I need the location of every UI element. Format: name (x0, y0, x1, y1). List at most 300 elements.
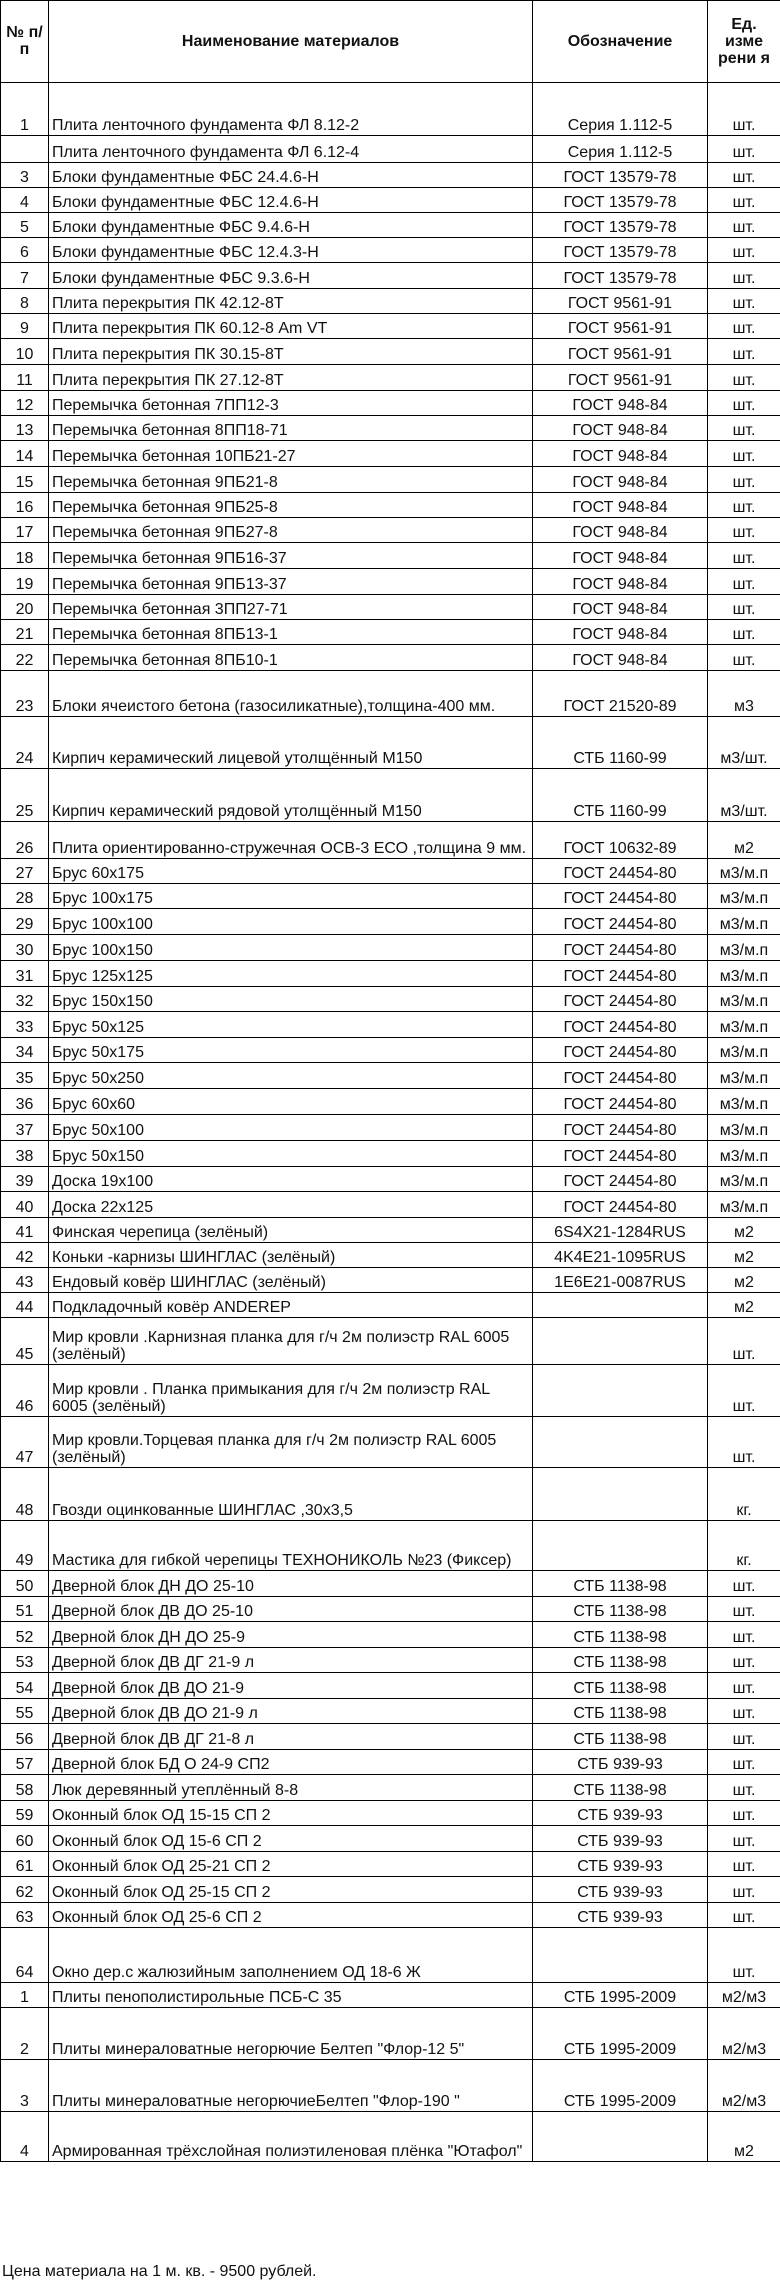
material-name: Кирпич керамический рядовой утолщённый М150 (49, 769, 533, 822)
table-row (1, 1167, 780, 1192)
unit-of-measure: шт. (708, 289, 780, 314)
material-name: Дверной блок ДВ ДО 25-10 (49, 1597, 533, 1622)
unit-of-measure: кг. (708, 1521, 780, 1571)
designation: ГОСТ 24454-80 (533, 1115, 708, 1141)
unit-of-measure: шт. (708, 1365, 780, 1417)
row-number: 4 (1, 2112, 49, 2162)
row-number: 3 (1, 2060, 49, 2112)
designation: ГОСТ 24454-80 (533, 935, 708, 961)
row-number (1, 136, 49, 163)
table-row (1, 1852, 780, 1877)
row-number: 28 (1, 884, 49, 909)
designation: ГОСТ 948-84 (533, 467, 708, 493)
material-name: Перемычка бетонная 8ПП18-71 (49, 416, 533, 441)
unit-of-measure: шт. (708, 518, 780, 543)
row-number: 12 (1, 391, 49, 416)
unit-of-measure: шт. (708, 467, 780, 493)
header-unit: Ед. изме рени я (708, 1, 780, 83)
table-row (1, 543, 780, 569)
unit-of-measure: м2/м3 (708, 2008, 780, 2060)
unit-of-measure: м2 (708, 2112, 780, 2162)
material-name: Перемычка бетонная 9ПБ21-8 (49, 467, 533, 493)
row-number: 18 (1, 543, 49, 569)
unit-of-measure: шт. (708, 1903, 780, 1928)
row-number: 39 (1, 1167, 49, 1192)
material-name: Оконный блок ОД 15-6 СП 2 (49, 1826, 533, 1852)
table-row (1, 1648, 780, 1673)
row-number: 46 (1, 1365, 49, 1417)
material-name: Мир кровли.Торцевая планка для г/ч 2м полиэстр RAL 6005 (зелёный) (49, 1417, 533, 1468)
row-number: 3 (1, 163, 49, 188)
row-number: 21 (1, 620, 49, 645)
unit-of-measure: шт. (708, 1928, 780, 1983)
table-row (1, 645, 780, 671)
row-number: 2 (1, 2008, 49, 2060)
designation: ГОСТ 24454-80 (533, 909, 708, 935)
table-row (1, 1417, 780, 1468)
table-row (1, 859, 780, 884)
material-name: Армированная трёхслойная полиэтиленовая плёнка "Ютафол" (49, 2112, 533, 2162)
table-row (1, 1775, 780, 1801)
row-number: 54 (1, 1673, 49, 1699)
material-name: Подкладочный ковёр ANDEREP (49, 1293, 533, 1318)
table-row (1, 935, 780, 961)
designation: 4K4E21-1095RUS (533, 1243, 708, 1268)
material-name: Брус 125х125 (49, 961, 533, 987)
material-name: Плита ориентированно-стружечная ОСВ-3 ЕСО ,толщина 9 мм. (49, 822, 533, 859)
material-name: Доска 19х100 (49, 1167, 533, 1192)
material-name: Ендовый ковёр ШИНГЛАС (зелёный) (49, 1268, 533, 1293)
row-number: 35 (1, 1063, 49, 1089)
unit-of-measure: шт. (708, 595, 780, 620)
table-row (1, 1622, 780, 1648)
row-number: 48 (1, 1468, 49, 1521)
material-name: Блоки фундаментные ФБС 12.4.3-Н (49, 238, 533, 263)
unit-of-measure: шт. (708, 1597, 780, 1622)
table-header-row (1, 1, 780, 83)
material-name: Брус 50х175 (49, 1038, 533, 1063)
unit-of-measure: м2/м3 (708, 1983, 780, 2008)
designation: ГОСТ 24454-80 (533, 1167, 708, 1192)
row-number: 13 (1, 416, 49, 441)
designation: ГОСТ 24454-80 (533, 961, 708, 987)
table-row (1, 1928, 780, 1983)
material-name: Брус 60х60 (49, 1089, 533, 1115)
table-row (1, 314, 780, 339)
unit-of-measure: шт. (708, 569, 780, 595)
table-row (1, 1012, 780, 1038)
table-row (1, 188, 780, 213)
material-name: Перемычка бетонная 7ПП12-3 (49, 391, 533, 416)
row-number: 43 (1, 1268, 49, 1293)
designation: ГОСТ 13579-78 (533, 188, 708, 213)
row-number: 7 (1, 263, 49, 289)
row-number: 40 (1, 1192, 49, 1218)
designation: ГОСТ 948-84 (533, 620, 708, 645)
row-number: 11 (1, 365, 49, 391)
designation (533, 1468, 708, 1521)
row-number: 64 (1, 1928, 49, 1983)
material-name: Перемычка бетонная 3ПП27-71 (49, 595, 533, 620)
row-number: 36 (1, 1089, 49, 1115)
unit-of-measure: м3/м.п (708, 961, 780, 987)
table-row (1, 2008, 780, 2060)
designation: СТБ 939-93 (533, 1826, 708, 1852)
designation (533, 1365, 708, 1417)
designation: ГОСТ 9561-91 (533, 365, 708, 391)
table-row (1, 467, 780, 493)
row-number: 32 (1, 987, 49, 1012)
table-row (1, 1826, 780, 1852)
designation: СТБ 1995-2009 (533, 2008, 708, 2060)
table-row (1, 1903, 780, 1928)
unit-of-measure: шт. (708, 136, 780, 163)
unit-of-measure: шт. (708, 188, 780, 213)
row-number: 26 (1, 822, 49, 859)
material-name: Дверной блок ДВ ДО 21-9 (49, 1673, 533, 1699)
unit-of-measure: м2 (708, 1218, 780, 1243)
material-name: Мастика для гибкой черепицы ТЕХНОНИКОЛЬ №23 (Фиксер) (49, 1521, 533, 1571)
table-row (1, 1699, 780, 1724)
designation: СТБ 939-93 (533, 1750, 708, 1775)
designation: СТБ 1138-98 (533, 1673, 708, 1699)
unit-of-measure: шт. (708, 339, 780, 365)
unit-of-measure: шт. (708, 365, 780, 391)
material-name: Дверной блок ДВ ДГ 21-9 л (49, 1648, 533, 1673)
unit-of-measure: шт. (708, 1318, 780, 1365)
row-number: 38 (1, 1141, 49, 1167)
designation: ГОСТ 24454-80 (533, 1063, 708, 1089)
row-number: 45 (1, 1318, 49, 1365)
unit-of-measure: м3/м.п (708, 909, 780, 935)
table-row (1, 213, 780, 238)
unit-of-measure: шт. (708, 263, 780, 289)
table-row (1, 493, 780, 518)
designation: ГОСТ 13579-78 (533, 163, 708, 188)
material-name: Плита перекрытия ПК 27.12-8Т (49, 365, 533, 391)
table-row (1, 238, 780, 263)
designation: СТБ 939-93 (533, 1877, 708, 1903)
designation: ГОСТ 948-84 (533, 441, 708, 467)
unit-of-measure: шт. (708, 1775, 780, 1801)
material-name: Плита ленточного фундамента ФЛ 6.12-4 (49, 136, 533, 163)
unit-of-measure: м3/м.п (708, 1012, 780, 1038)
row-number: 25 (1, 769, 49, 822)
material-name: Блоки ячеистого бетона (газосиликатные),толщина-400 мм. (49, 671, 533, 717)
material-name: Оконный блок ОД 25-6 СП 2 (49, 1903, 533, 1928)
table-row (1, 595, 780, 620)
table-row (1, 1365, 780, 1417)
designation: 6S4X21-1284RUS (533, 1218, 708, 1243)
material-name: Оконный блок ОД 15-15 СП 2 (49, 1801, 533, 1826)
designation: СТБ 1138-98 (533, 1648, 708, 1673)
unit-of-measure: кг. (708, 1468, 780, 1521)
row-number: 62 (1, 1877, 49, 1903)
row-number: 60 (1, 1826, 49, 1852)
unit-of-measure: шт. (708, 163, 780, 188)
material-name: Плиты пенополистирольные ПСБ-С 35 (49, 1983, 533, 2008)
material-name: Оконный блок ОД 25-15 СП 2 (49, 1877, 533, 1903)
unit-of-measure: м3/м.п (708, 884, 780, 909)
table-row (1, 1877, 780, 1903)
designation: СТБ 1138-98 (533, 1775, 708, 1801)
unit-of-measure: шт. (708, 1826, 780, 1852)
row-number: 61 (1, 1852, 49, 1877)
table-row (1, 441, 780, 467)
designation (533, 1521, 708, 1571)
designation: ГОСТ 9561-91 (533, 339, 708, 365)
table-row (1, 1243, 780, 1268)
designation: ГОСТ 24454-80 (533, 884, 708, 909)
table-row (1, 1571, 780, 1597)
table-row (1, 671, 780, 717)
row-number: 34 (1, 1038, 49, 1063)
row-number: 37 (1, 1115, 49, 1141)
row-number: 15 (1, 467, 49, 493)
designation: ГОСТ 948-84 (533, 569, 708, 595)
material-name: Кирпич керамический лицевой утолщённый М150 (49, 717, 533, 769)
designation: ГОСТ 13579-78 (533, 213, 708, 238)
table-row (1, 717, 780, 769)
row-number: 19 (1, 569, 49, 595)
designation: ГОСТ 24454-80 (533, 1089, 708, 1115)
table-row (1, 1089, 780, 1115)
material-name: Люк деревянный утеплённый 8-8 (49, 1775, 533, 1801)
row-number: 10 (1, 339, 49, 365)
header-code: Обозначение (533, 1, 708, 83)
table-row (1, 339, 780, 365)
unit-of-measure: м2 (708, 1243, 780, 1268)
unit-of-measure: шт. (708, 1417, 780, 1468)
material-name: Мир кровли .Карнизная планка для г/ч 2м полиэстр RAL 6005 (зелёный) (49, 1318, 533, 1365)
designation: ГОСТ 9561-91 (533, 289, 708, 314)
row-number: 53 (1, 1648, 49, 1673)
designation: СТБ 939-93 (533, 1903, 708, 1928)
table-row (1, 83, 780, 136)
material-name: Коньки -карнизы ШИНГЛАС (зелёный) (49, 1243, 533, 1268)
row-number: 49 (1, 1521, 49, 1571)
table-row (1, 1801, 780, 1826)
material-name: Перемычка бетонная 9ПБ16-37 (49, 543, 533, 569)
unit-of-measure: м3/м.п (708, 1063, 780, 1089)
designation: СТБ 1138-98 (533, 1622, 708, 1648)
row-number: 17 (1, 518, 49, 543)
designation (533, 1293, 708, 1318)
designation: ГОСТ 948-84 (533, 416, 708, 441)
row-number: 59 (1, 1801, 49, 1826)
row-number: 56 (1, 1724, 49, 1750)
material-name: Дверной блок ДВ ДГ 21-8 л (49, 1724, 533, 1750)
table-row (1, 1724, 780, 1750)
row-number: 22 (1, 645, 49, 671)
designation: 1E6E21-0087RUS (533, 1268, 708, 1293)
table-row (1, 1983, 780, 2008)
table-row (1, 569, 780, 595)
material-name: Доска 22х125 (49, 1192, 533, 1218)
designation: СТБ 1138-98 (533, 1571, 708, 1597)
unit-of-measure: шт. (708, 1699, 780, 1724)
row-number: 14 (1, 441, 49, 467)
designation: ГОСТ 13579-78 (533, 263, 708, 289)
unit-of-measure: м3 (708, 671, 780, 717)
material-name: Плита перекрытия ПК 60.12-8 Am VT (49, 314, 533, 339)
table-body (1, 83, 780, 2162)
unit-of-measure: м2 (708, 822, 780, 859)
row-number: 8 (1, 289, 49, 314)
material-name: Окно дер.с жалюзийным заполнением ОД 18-6 Ж (49, 1928, 533, 1983)
material-name: Брус 60х175 (49, 859, 533, 884)
row-number: 44 (1, 1293, 49, 1318)
unit-of-measure: м3/м.п (708, 935, 780, 961)
unit-of-measure: м3/м.п (708, 1141, 780, 1167)
price-note: Цена материала на 1 м. кв. - 9500 рублей. (2, 2263, 317, 2280)
row-number: 55 (1, 1699, 49, 1724)
unit-of-measure: шт. (708, 645, 780, 671)
unit-of-measure: м3/м.п (708, 859, 780, 884)
row-number: 16 (1, 493, 49, 518)
material-name: Плиты минераловатные негорючиеБелтеп "Флор-190 " (49, 2060, 533, 2112)
material-name: Плита перекрытия ПК 30.15-8Т (49, 339, 533, 365)
material-name: Перемычка бетонная 9ПБ13-37 (49, 569, 533, 595)
table-row (1, 1750, 780, 1775)
designation: ГОСТ 9561-91 (533, 314, 708, 339)
unit-of-measure: м3/м.п (708, 1115, 780, 1141)
unit-of-measure: шт. (708, 1801, 780, 1826)
unit-of-measure: шт. (708, 1877, 780, 1903)
table-row (1, 1192, 780, 1218)
material-name: Брус 50х125 (49, 1012, 533, 1038)
row-number: 33 (1, 1012, 49, 1038)
table-row (1, 289, 780, 314)
designation: СТБ 1138-98 (533, 1724, 708, 1750)
designation: ГОСТ 24454-80 (533, 1192, 708, 1218)
table-row (1, 1063, 780, 1089)
row-number: 50 (1, 1571, 49, 1597)
unit-of-measure: м2 (708, 1293, 780, 1318)
designation: ГОСТ 948-84 (533, 543, 708, 569)
row-number: 1 (1, 83, 49, 136)
row-number: 4 (1, 188, 49, 213)
unit-of-measure: м2/м3 (708, 2060, 780, 2112)
unit-of-measure: шт. (708, 543, 780, 569)
table-row (1, 518, 780, 543)
table-row (1, 2060, 780, 2112)
table-row (1, 620, 780, 645)
row-number: 5 (1, 213, 49, 238)
table-row (1, 136, 780, 163)
row-number: 20 (1, 595, 49, 620)
designation: СТБ 1160-99 (533, 717, 708, 769)
table-row (1, 822, 780, 859)
designation (533, 2112, 708, 2162)
designation: ГОСТ 13579-78 (533, 238, 708, 263)
row-number: 9 (1, 314, 49, 339)
material-name: Перемычка бетонная 8ПБ10-1 (49, 645, 533, 671)
table-row (1, 1141, 780, 1167)
table-row (1, 1318, 780, 1365)
table-row (1, 416, 780, 441)
unit-of-measure: шт. (708, 1724, 780, 1750)
designation: ГОСТ 21520-89 (533, 671, 708, 717)
table-row (1, 1597, 780, 1622)
designation: СТБ 1138-98 (533, 1597, 708, 1622)
unit-of-measure: м3/м.п (708, 987, 780, 1012)
designation: СТБ 939-93 (533, 1852, 708, 1877)
unit-of-measure: шт. (708, 441, 780, 467)
row-number: 41 (1, 1218, 49, 1243)
designation: ГОСТ 24454-80 (533, 859, 708, 884)
table-row (1, 1268, 780, 1293)
unit-of-measure: шт. (708, 1571, 780, 1597)
table-row (1, 1521, 780, 1571)
material-name: Брус 150х150 (49, 987, 533, 1012)
row-number: 42 (1, 1243, 49, 1268)
row-number: 29 (1, 909, 49, 935)
unit-of-measure: шт. (708, 391, 780, 416)
designation (533, 1928, 708, 1983)
designation: ГОСТ 24454-80 (533, 987, 708, 1012)
header-name: Наименование материалов (49, 1, 533, 83)
table-row (1, 163, 780, 188)
designation: СТБ 1995-2009 (533, 2060, 708, 2112)
material-name: Брус 50х100 (49, 1115, 533, 1141)
material-name: Брус 50х150 (49, 1141, 533, 1167)
table-row (1, 2112, 780, 2162)
designation: ГОСТ 948-84 (533, 391, 708, 416)
unit-of-measure: м3/м.п (708, 1038, 780, 1063)
unit-of-measure: м3/м.п (708, 1089, 780, 1115)
designation: Серия 1.112-5 (533, 136, 708, 163)
table-row (1, 769, 780, 822)
material-name: Блоки фундаментные ФБС 9.3.6-Н (49, 263, 533, 289)
designation: СТБ 939-93 (533, 1801, 708, 1826)
row-number: 30 (1, 935, 49, 961)
table-row (1, 1038, 780, 1063)
material-name: Оконный блок ОД 25-21 СП 2 (49, 1852, 533, 1877)
designation (533, 1417, 708, 1468)
row-number: 57 (1, 1750, 49, 1775)
unit-of-measure: м2 (708, 1268, 780, 1293)
row-number: 23 (1, 671, 49, 717)
material-name: Дверной блок БД О 24-9 СП2 (49, 1750, 533, 1775)
material-name: Брус 100х100 (49, 909, 533, 935)
unit-of-measure: шт. (708, 213, 780, 238)
designation: ГОСТ 24454-80 (533, 1141, 708, 1167)
unit-of-measure: м3/м.п (708, 1167, 780, 1192)
table-row (1, 1673, 780, 1699)
material-name: Дверной блок ДВ ДО 21-9 л (49, 1699, 533, 1724)
unit-of-measure: шт. (708, 620, 780, 645)
row-number: 24 (1, 717, 49, 769)
unit-of-measure: шт. (708, 1852, 780, 1877)
unit-of-measure: шт. (708, 83, 780, 136)
designation: ГОСТ 948-84 (533, 493, 708, 518)
material-name: Брус 50х250 (49, 1063, 533, 1089)
designation: ГОСТ 24454-80 (533, 1038, 708, 1063)
table-row (1, 1218, 780, 1243)
material-name: Брус 100х175 (49, 884, 533, 909)
designation: СТБ 1160-99 (533, 769, 708, 822)
designation: ГОСТ 948-84 (533, 645, 708, 671)
table-row (1, 884, 780, 909)
row-number: 31 (1, 961, 49, 987)
material-name: Брус 100х150 (49, 935, 533, 961)
material-name: Дверной блок ДН ДО 25-10 (49, 1571, 533, 1597)
unit-of-measure: шт. (708, 416, 780, 441)
table-row (1, 961, 780, 987)
material-name: Мир кровли . Планка примыкания для г/ч 2м полиэстр RAL 6005 (зелёный) (49, 1365, 533, 1417)
row-number: 52 (1, 1622, 49, 1648)
